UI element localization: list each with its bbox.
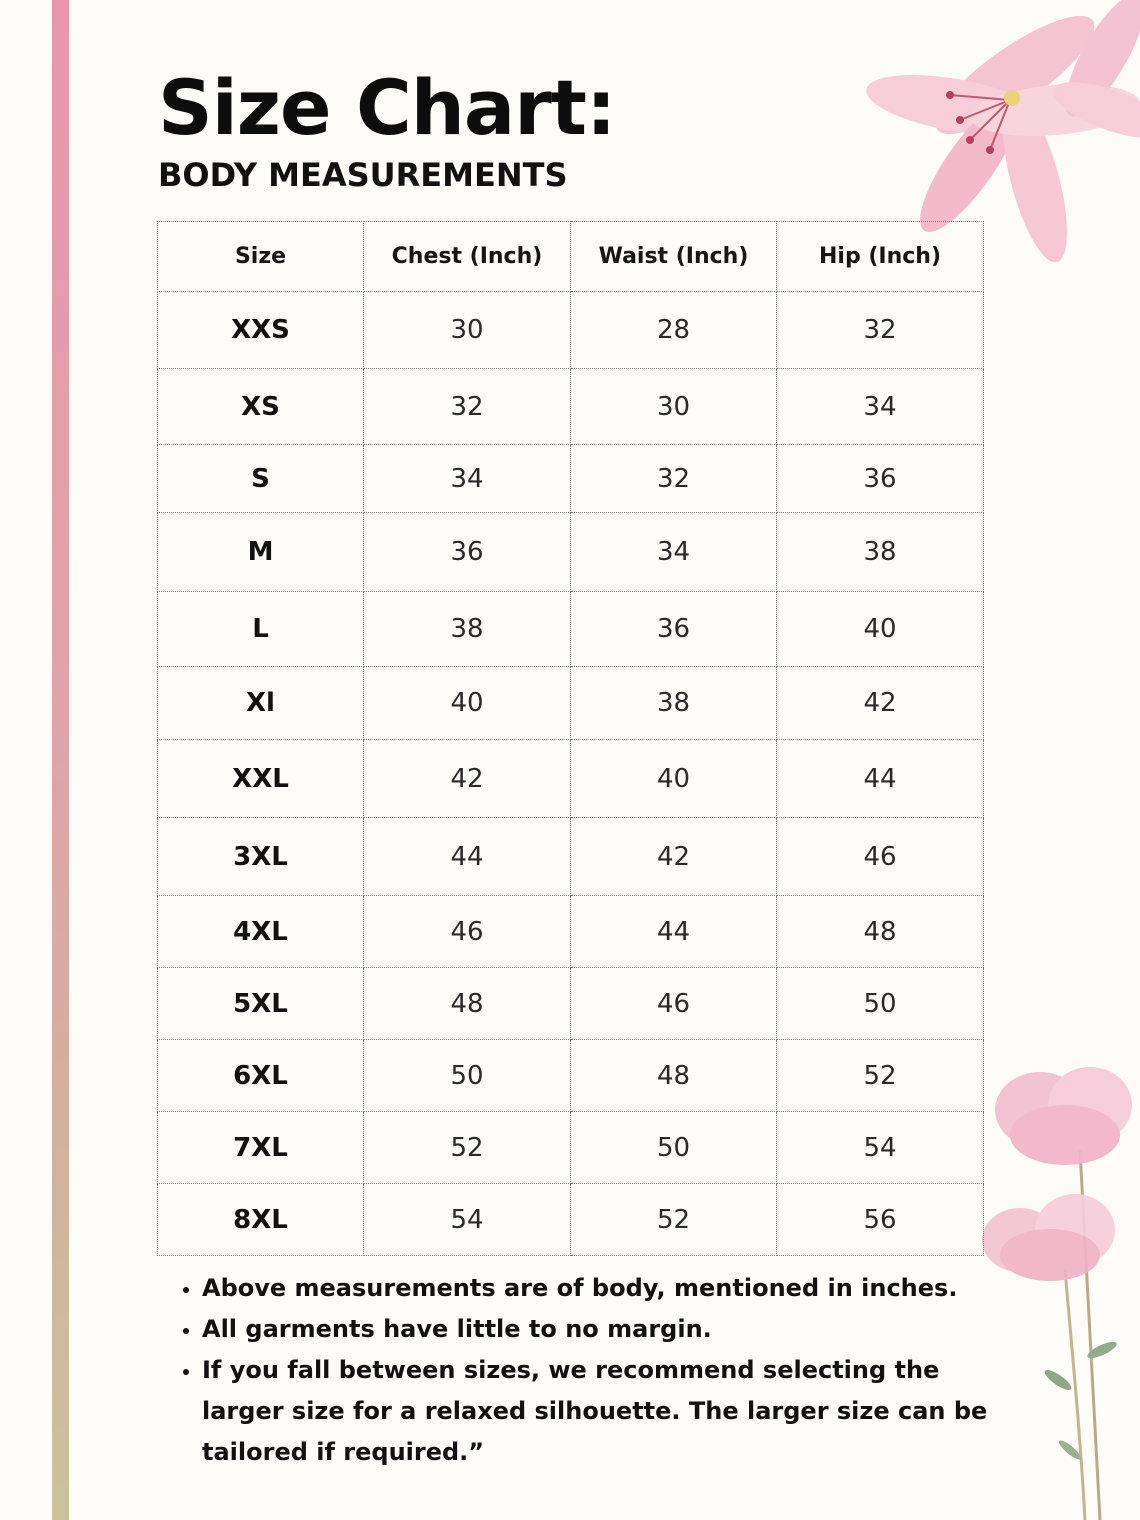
- table-row: [158, 513, 984, 592]
- size-cell: 4XL: [158, 896, 364, 968]
- chest-cell: 42: [364, 740, 571, 818]
- size-cell: 8XL: [158, 1184, 364, 1256]
- waist-cell: 52: [571, 1184, 777, 1256]
- table-header-row: [158, 222, 984, 292]
- hip-cell: 50: [777, 968, 984, 1040]
- hip-cell: 46: [777, 818, 984, 896]
- hip-cell: 40: [777, 592, 984, 667]
- hip-cell: 42: [777, 667, 984, 740]
- chest-cell: 34: [364, 445, 571, 513]
- table-row: [158, 369, 984, 445]
- table-row: [158, 740, 984, 818]
- hip-cell: 48: [777, 896, 984, 968]
- note-item: • If you fall between sizes, we recommend selecting the larger size for a relaxed silhouette. The larger size can be tailored if required.”: [202, 1350, 1012, 1473]
- header-size: Size: [158, 222, 364, 292]
- chest-cell: 54: [364, 1184, 571, 1256]
- waist-cell: 46: [571, 968, 777, 1040]
- size-cell: XXL: [158, 740, 364, 818]
- header-waist: Waist (Inch): [571, 222, 777, 292]
- header-chest: Chest (Inch): [364, 222, 571, 292]
- hip-cell: 32: [777, 292, 984, 369]
- table-row: [158, 445, 984, 513]
- hip-cell: 54: [777, 1112, 984, 1184]
- table-row: [158, 968, 984, 1040]
- size-cell: S: [158, 445, 364, 513]
- accent-side-bar: [52, 0, 69, 1520]
- chest-cell: 44: [364, 818, 571, 896]
- notes-list: [168, 1268, 1012, 1473]
- header-hip: Hip (Inch): [777, 222, 984, 292]
- page-subtitle: BODY MEASUREMENTS: [158, 156, 568, 194]
- chest-cell: 30: [364, 292, 571, 369]
- waist-cell: 32: [571, 445, 777, 513]
- table-row: [158, 1112, 984, 1184]
- table-row: [158, 592, 984, 667]
- chest-cell: 50: [364, 1040, 571, 1112]
- size-cell: 3XL: [158, 818, 364, 896]
- hip-cell: 34: [777, 369, 984, 445]
- table-row: [158, 1184, 984, 1256]
- size-chart-table: [157, 221, 984, 1256]
- waist-cell: 28: [571, 292, 777, 369]
- note-item: • Above measurements are of body, mentioned in inches.: [202, 1268, 1012, 1309]
- hip-cell: 44: [777, 740, 984, 818]
- size-cell: 7XL: [158, 1112, 364, 1184]
- hip-cell: 52: [777, 1040, 984, 1112]
- waist-cell: 38: [571, 667, 777, 740]
- chest-cell: 52: [364, 1112, 571, 1184]
- chest-cell: 48: [364, 968, 571, 1040]
- table-row: [158, 1040, 984, 1112]
- chest-cell: 40: [364, 667, 571, 740]
- hip-cell: 56: [777, 1184, 984, 1256]
- size-cell: 6XL: [158, 1040, 364, 1112]
- chest-cell: 36: [364, 513, 571, 592]
- table-row: [158, 896, 984, 968]
- chest-cell: 38: [364, 592, 571, 667]
- size-cell: Xl: [158, 667, 364, 740]
- waist-cell: 34: [571, 513, 777, 592]
- table-row: [158, 818, 984, 896]
- note-item: • All garments have little to no margin.: [202, 1309, 1012, 1350]
- waist-cell: 48: [571, 1040, 777, 1112]
- table-row: [158, 292, 984, 369]
- chest-cell: 32: [364, 369, 571, 445]
- hip-cell: 38: [777, 513, 984, 592]
- page-title: Size Chart:: [158, 63, 616, 152]
- size-cell: XS: [158, 369, 364, 445]
- size-cell: M: [158, 513, 364, 592]
- waist-cell: 50: [571, 1112, 777, 1184]
- waist-cell: 36: [571, 592, 777, 667]
- hip-cell: 36: [777, 445, 984, 513]
- table-row: [158, 667, 984, 740]
- size-cell: 5XL: [158, 968, 364, 1040]
- chest-cell: 46: [364, 896, 571, 968]
- size-cell: L: [158, 592, 364, 667]
- waist-cell: 44: [571, 896, 777, 968]
- size-cell: XXS: [158, 292, 364, 369]
- waist-cell: 40: [571, 740, 777, 818]
- waist-cell: 30: [571, 369, 777, 445]
- waist-cell: 42: [571, 818, 777, 896]
